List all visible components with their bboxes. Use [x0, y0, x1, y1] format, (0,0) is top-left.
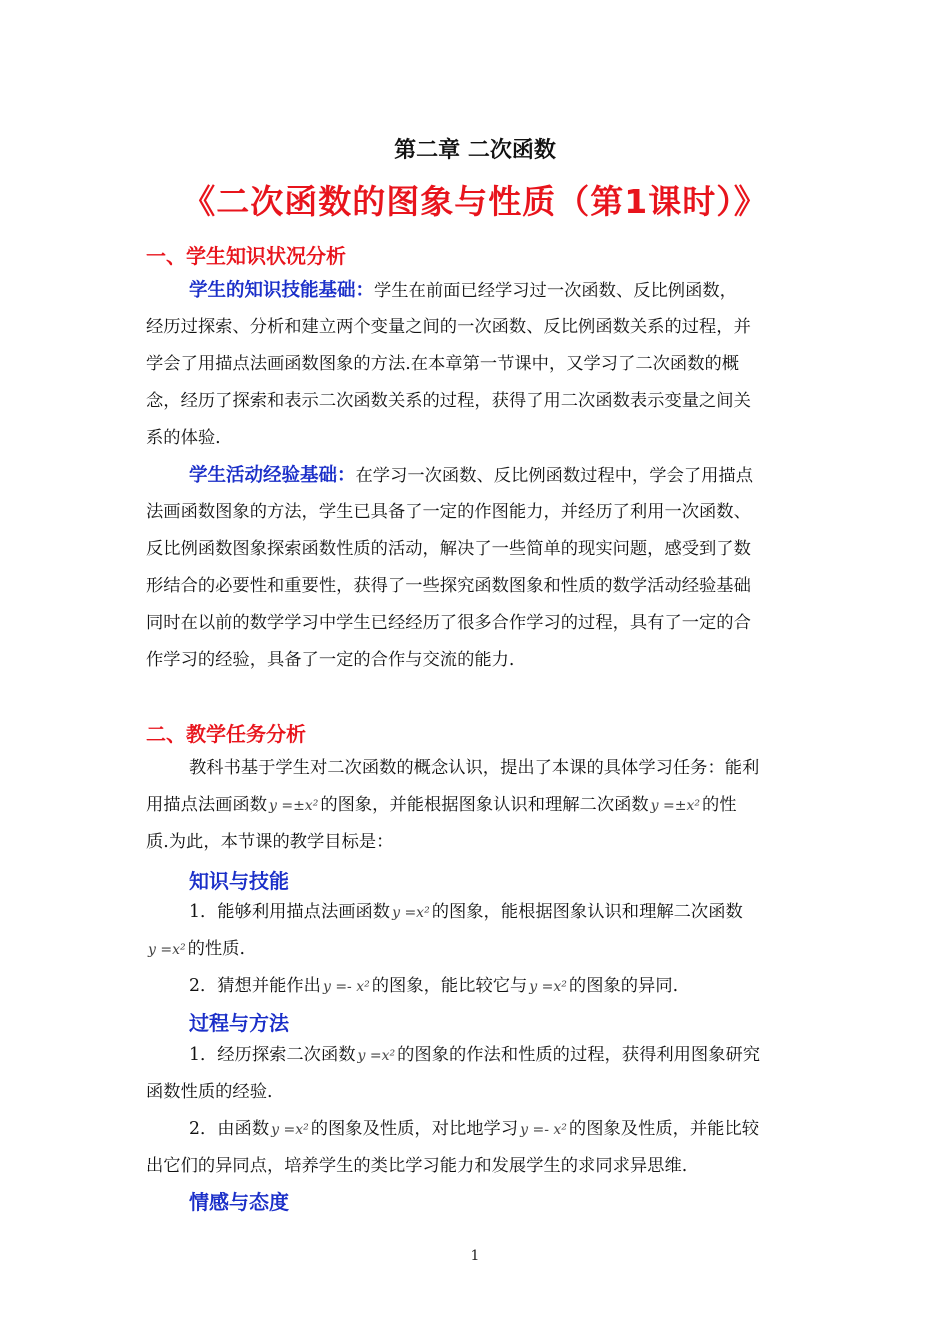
subheading-knowledge-skills: 知识与技能: [189, 869, 289, 893]
lead-knowledge-basis: 学生的知识技能基础：: [189, 280, 375, 301]
formula-y-x2: y =x²: [392, 905, 430, 921]
formula-y-neg-x2: y =- x²: [520, 1122, 567, 1138]
lead-activity-basis: 学生活动经验基础：: [189, 465, 356, 486]
lesson-title: 《二次函数的图象与性质（第1课时）》: [182, 182, 768, 221]
formula-y-x2: y =x²: [271, 1122, 309, 1138]
subheading-emotion-attitude: 情感与态度: [189, 1190, 289, 1214]
formula-y-pm-x2: y =±x²: [650, 798, 700, 814]
formula-y-x2: y =x²: [357, 1048, 396, 1064]
formula-y-x2: y =x²: [529, 979, 567, 995]
section-heading-2: 二、教学任务分析: [146, 722, 306, 746]
formula-y-neg-x2: y =- x²: [322, 979, 370, 995]
paragraph-task-analysis: 教科书基于学生对二次函数的概念认识，提出了本课的具体学习任务：能利 用描点法画函数 y =±x² 的图象，并能根据图象认识和理解二次函数 y =±x² 的性 质.为此，本节课的教学目标是：: [146, 758, 760, 852]
chapter-heading: 第二章 二次函数: [394, 138, 556, 163]
formula-y-x2: y =x²: [148, 942, 186, 958]
paragraph-process-goals: 1．经历探索二次函数 y =x² 的图象的作法和性质的过程，获得利用图象研究 函数性质的经验. 2．由函数 y =x² 的图象及性质，对比地学习 y =- x² 的图象及性质，并能比较 出它们的异同点，培养学生的类比学习能力和发展学生的求同求异思维.: [146, 1045, 761, 1176]
subheading-process-methods: 过程与方法: [189, 1011, 289, 1035]
section-heading-1: 一、学生知识状况分析: [146, 244, 346, 268]
page-number: 1: [470, 1248, 480, 1264]
paragraph-knowledge-goals: 1．能够利用描点法画函数 y =x² 的图象，能根据图象认识和理解二次函数 y =x² 的性质. 2．猜想并能作出 y =- x² 的图象，能比较它与 y =x² 的图象的异同.: [148, 902, 743, 996]
formula-y-pm-x2: y =±x²: [268, 798, 319, 814]
paragraph-activity-basis: 学生活动经验基础：在学习一次函数、反比例函数过程中，学会了用描点 法画函数图象的方法，学生已具备了一定的作图能力，并经历了利用一次函数、 反比例函数图象探索函数性质的活动，解决了一些简单的现实问题，感受到了数 形结合的必要性和重要性，获得了一些探究函数图象和性质的数学活动经验基础 同时在以前的数学学习中学生已经经历了很多合作学习的过程，具有了一定的合 作学习的经验，具备了一定的合作与交流的能力.: [146, 465, 753, 670]
paragraph-knowledge-basis: 学生的知识技能基础：学生在前面已经学习过一次函数、反比例函数， 经历过探索、分析和建立两个变量之间的一次函数、反比例函数关系的过程，并 学会了用描点法画函数图象的方法.在本章第一节课中，又学习了二次函数的概 念，经历了探索和表示二次函数关系的过程，获得了用二次函数表示变量之间关 系的体验.: [146, 280, 751, 448]
